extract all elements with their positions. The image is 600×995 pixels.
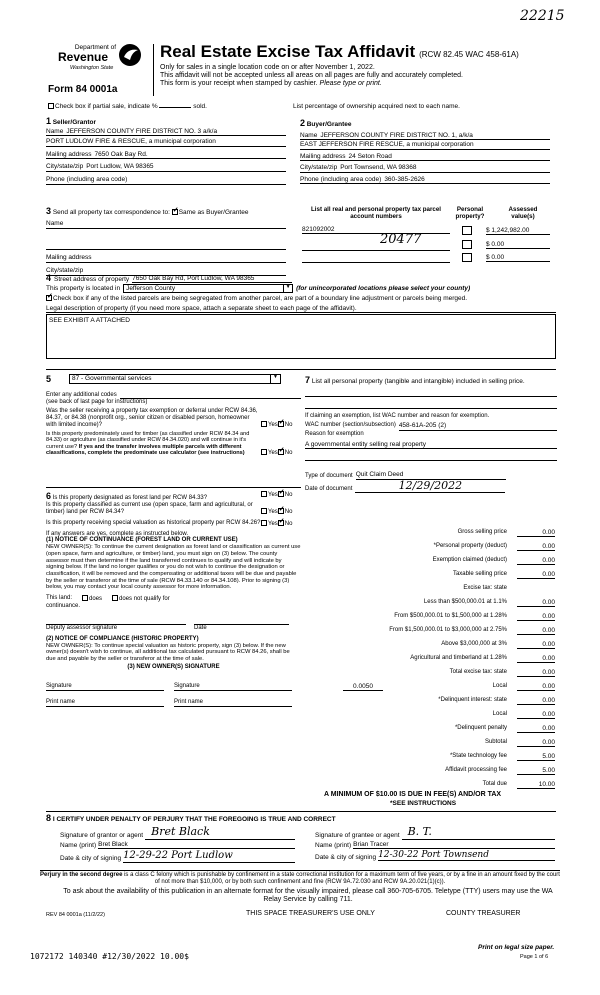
- form-rcw: (RCW 82.45 WAC 458-61A): [419, 50, 519, 59]
- calc-label: Excise tax: state: [463, 585, 507, 591]
- calc-label: Taxable selling price: [452, 571, 507, 577]
- doc-date-label: Date of document: [305, 486, 353, 493]
- deputy-date-label: Date: [194, 624, 207, 631]
- buyer-city-label: City/state/zip: [300, 164, 338, 172]
- personal-property-header: Personal property?: [455, 206, 485, 221]
- partial-sale-label: Check box if partial sale, indicate %: [55, 103, 158, 110]
- assessed-value-2[interactable]: $ 0.00: [486, 241, 550, 249]
- buyer-name2[interactable]: EAST JEFFERSON FIRE RESCUE, a municipal corporation: [300, 141, 550, 149]
- seller-city-label: City/state/zip: [46, 163, 84, 171]
- use-code-value: 87 - Governmental services: [72, 375, 152, 383]
- section3-mailing-label: Mailing address: [46, 254, 92, 262]
- print-label-2: Print name: [174, 699, 204, 706]
- calc-label: Less than $500,000.01 at 1.1%: [423, 599, 507, 605]
- if-yes-text: If any answers are yes, complete as instructed below.: [46, 530, 189, 537]
- grantor-date[interactable]: 12-29-22 Port Ludlow: [123, 850, 295, 863]
- new-owner-sig: (3) NEW OWNER(S) SIGNATURE: [127, 664, 220, 671]
- calc-value[interactable]: 0.00: [517, 641, 555, 649]
- dept-line3: Washington State: [70, 65, 114, 72]
- section6-q1: Is this property designated as forest land per RCW 84.33?: [52, 495, 208, 501]
- section8-num: 8: [46, 813, 52, 823]
- legal-paper: Print on legal size paper.: [478, 944, 555, 951]
- local-rate[interactable]: 0.0050: [343, 683, 383, 691]
- grantee-sig-label: Signature of grantee or agent: [315, 832, 400, 840]
- additional-codes-label: Enter any additional codes: [46, 392, 117, 399]
- this-land-label: This land:: [46, 594, 73, 601]
- grantee-name-label: Name (print): [315, 841, 352, 849]
- calc-value[interactable]: 0.00: [517, 557, 555, 565]
- personal-checkbox-2[interactable]: [462, 240, 472, 249]
- ownership-note: List percentage of ownership acquired next to each name.: [293, 103, 460, 110]
- street-label: Street address of property: [54, 275, 130, 283]
- page-number: Page 1 of 6: [520, 954, 549, 960]
- form-number: Form 84 0001a: [48, 84, 118, 95]
- personal-checkbox-3[interactable]: [462, 253, 472, 262]
- wac-label: WAC number (section/subsection): [305, 422, 396, 429]
- seller-heading: Seller/Grantor: [52, 119, 97, 126]
- calc-value[interactable]: 10.00: [517, 781, 555, 789]
- buyer-mailing[interactable]: 24 Seton Road: [348, 152, 392, 160]
- exempt-label: If claiming an exemption, list WAC number and reason for exemption.: [305, 413, 490, 420]
- calc-value[interactable]: 0.00: [517, 711, 555, 719]
- treasurer-use: THIS SPACE TREASURER'S USE ONLY: [246, 910, 375, 917]
- calc-value[interactable]: 0.00: [517, 683, 555, 691]
- calc-value[interactable]: 0.00: [517, 627, 555, 635]
- exemption-reason[interactable]: A governmental entity selling real property: [305, 441, 557, 449]
- personal-checkbox-1[interactable]: [462, 226, 472, 235]
- assessed-header: Assessed value(s): [508, 206, 538, 221]
- section6-q3: Is this property receiving special valuation as historical property per RCW 84.26?: [46, 519, 261, 526]
- section5-q2b: If yes and the transfer involves multiple parcels with different classifications, complete the predominate use calculator (see instructions): [46, 443, 245, 457]
- legal-label: Legal description of property (if you need more space, attach a separate sheet to each page of the affidavit).: [46, 305, 556, 313]
- calc-label: Affidavit processing fee: [445, 767, 507, 773]
- does-label: does: [89, 595, 103, 602]
- notice1-body: NEW OWNER(S): To continue the current designation as forest land or classification as current use (open space, farm and agriculture, or timber) land, you must sign on (3) below. The county assessor must then determine if the land transferred continues to qualify and will indicate by signing below. If the land no longer qualifies or you do not wish to continue the designation or classification, it will be removed and the compensating or additional taxes will be due and payable by the seller or transferor at the time of sale (RCW 84.33.140 or 84.34.108). Prior to signing (3) below, you may contact your local county assessor for more information.: [46, 544, 301, 591]
- forest-no[interactable]: [278, 491, 284, 497]
- seller-name1[interactable]: JEFFERSON COUNTY FIRE DISTRICT NO. 3 a/k/a: [66, 127, 218, 135]
- located-label: This property is located in: [46, 285, 121, 293]
- q2-no[interactable]: [278, 449, 284, 455]
- doc-type[interactable]: Quit Claim Deed: [356, 471, 506, 479]
- grantee-name[interactable]: Brian Tracer: [353, 841, 555, 849]
- grantor-date-label: Date & city of signing: [60, 855, 122, 863]
- sig-label-2: Signature: [174, 683, 200, 690]
- seller-mailing[interactable]: 7650 Oak Bay Rd.: [94, 150, 148, 158]
- see-instructions: *SEE INSTRUCTIONS: [390, 800, 457, 807]
- calc-label: Subtotal: [484, 739, 507, 745]
- buyer-name-label: Name: [300, 131, 318, 139]
- dor-logo-icon: [116, 42, 144, 68]
- calc-value[interactable]: 0.00: [517, 739, 555, 747]
- buyer-heading: Buyer/Grantee: [306, 121, 352, 128]
- forest-yes[interactable]: [261, 491, 267, 497]
- calc-label: Gross selling price: [457, 529, 507, 535]
- calc-label: *State technology fee: [449, 753, 507, 759]
- segregated-checkbox[interactable]: [46, 295, 52, 301]
- seller-mailing-label: Mailing address: [46, 150, 92, 158]
- section5-q2a: Is this property predominately used for timber (as classified under RCW 84.34 and 84.33) or agriculture (as classified under RCW 84.34.020) and will continue in it's current use?: [46, 430, 250, 450]
- grantor-name[interactable]: Bret Black: [98, 841, 295, 849]
- calc-label: Total excise tax: state: [449, 669, 507, 675]
- calc-label: From $500,000.01 to $1,500,000 at 1.28%: [394, 613, 507, 619]
- section3-num: 3: [46, 206, 52, 216]
- assessed-value-1[interactable]: $ 1,242,982.00: [486, 227, 550, 235]
- calc-label: From $1,500,000.01 to $3,000,000 at 2.75%: [389, 627, 507, 633]
- header-line1: Only for sales in a single location code on or after November 1, 2022.: [160, 63, 375, 71]
- buyer-city[interactable]: Port Townsend, WA 98368: [340, 164, 417, 172]
- notice2-title: (2) NOTICE OF COMPLIANCE (HISTORIC PROPERTY): [46, 635, 199, 642]
- section5-q1: Was the seller receiving a property tax exemption or deferral under RCW 84.36, 84.37, or 84.38 (nonprofit org., senior citizen or disabled person, homeowner with limited income)?: [46, 408, 258, 428]
- calc-label: Local: [492, 683, 507, 689]
- perjury-notice: Perjury in the second degree is a class C felony which is punishable by confinement in a state correctional institution for a maximum term of five years, or by a fine in an amount fixed by the court of not more than $10,000, or by both such confinement and fine (RCW 9A.72.030 and RCW 9A.20.021(1)(c)).: [40, 872, 560, 885]
- additional-codes-input[interactable]: [120, 392, 301, 399]
- segregated-text: Check box if any of the listed parcels are being segregated from another parcel, are part of a boundary line adjustment or parcels being merged.: [53, 295, 468, 303]
- same-as-buyer-checkbox[interactable]: [172, 209, 178, 215]
- dor-logo: [58, 44, 153, 72]
- q1-yes[interactable]: [261, 421, 267, 427]
- county-select[interactable]: [123, 284, 293, 293]
- see-back: (see back of last page for instructions): [46, 399, 148, 406]
- grantor-signature[interactable]: Bret Black: [145, 826, 295, 840]
- grantee-date-label: Date & city of signing: [315, 853, 377, 861]
- section7-text: List all personal property (tangible and intangible) included in selling price.: [311, 378, 525, 385]
- dept-line2: Revenue: [58, 50, 109, 65]
- historic-yes[interactable]: [261, 520, 267, 526]
- calc-label: Exemption claimed (deduct): [432, 557, 507, 563]
- grantee-signature[interactable]: B. T.: [402, 826, 555, 840]
- availability-notice: To ask about the availability of this publication in an alternate format for the visually impaired, please call 360-705-6705. Teletype (TTY) users may use the WA Relay Service by calling 711.: [63, 888, 553, 904]
- q1-no[interactable]: [278, 421, 284, 427]
- notice2-body: NEW OWNER(S): To continue special valuation as historic property, sign (3) below. If the new owner(s) doesn't wish to continue, all additional tax calculated pursuant to RCW 84.26, shall be due and payable by the seller or transferor at the time of sale.: [46, 642, 290, 662]
- street-address[interactable]: 7650 Oak Bay Rd, Port Ludlow, WA 98365: [132, 275, 292, 283]
- section6-num: 6: [46, 491, 52, 501]
- calc-value[interactable]: 5.00: [517, 753, 555, 761]
- q2-yes[interactable]: [261, 449, 267, 455]
- calc-value[interactable]: 0.00: [517, 697, 555, 705]
- doc-type-label: Type of document: [305, 472, 353, 479]
- calc-label: *Delinquent interest: state: [438, 697, 507, 703]
- calc-value[interactable]: 0.00: [517, 655, 555, 663]
- county-value: Jefferson County: [126, 285, 176, 293]
- doc-date[interactable]: 12/29/2022: [355, 480, 505, 494]
- seller-phone-label: Phone (including area code): [46, 175, 128, 183]
- calc-label: *Personal property (deduct): [433, 543, 507, 549]
- current-use-no[interactable]: [278, 508, 284, 514]
- section3-text: Send all property tax correspondence to:: [52, 209, 170, 216]
- parcel-handwritten: 20477: [380, 232, 422, 247]
- use-code-select[interactable]: [69, 374, 281, 384]
- current-use-yes[interactable]: [261, 508, 267, 514]
- section5-num: 5: [46, 374, 52, 384]
- calc-value[interactable]: 0.00: [517, 669, 555, 677]
- county-treasurer: COUNTY TREASURER: [446, 910, 521, 917]
- calc-label: Agricultural and timberland at 1.28%: [410, 655, 507, 661]
- notice1-title: (1) NOTICE OF CONTINUANCE (FOREST LAND OR CURRENT USE): [46, 537, 238, 544]
- parcel-header: List all real and personal property tax parcel account numbers: [311, 206, 441, 221]
- buyer-mailing-label: Mailing address: [300, 152, 346, 160]
- section3-name-label: Name: [46, 220, 64, 228]
- wac-number[interactable]: 458-61A-205 (2): [399, 422, 557, 430]
- buyer-phone[interactable]: 360-385-2626: [384, 175, 425, 183]
- section3-same: Same as Buyer/Grantee: [178, 209, 249, 216]
- assessed-value-3[interactable]: $ 0.00: [486, 254, 550, 262]
- continuance-label: continuance.: [46, 602, 81, 609]
- section7-num: 7: [305, 375, 311, 385]
- sig-label-1: Signature: [46, 683, 72, 690]
- calc-value[interactable]: 5.00: [517, 767, 555, 775]
- dept-line1: Department of: [74, 44, 116, 51]
- partial-sale-sold: sold.: [193, 103, 207, 110]
- seller-name-label: Name: [46, 127, 64, 135]
- deputy-label: Deputy assessor signature: [46, 624, 118, 631]
- reason-label: Reason for exemption: [305, 430, 364, 437]
- calc-value[interactable]: 0.00: [517, 529, 555, 537]
- section6-q2: Is this property classified as current use (open space, farm and agricultural, or timber) land per RCW 84.34?: [46, 501, 253, 515]
- calc-label: Local: [492, 711, 507, 717]
- calc-label: Above $3,000,000 at 3%: [441, 641, 507, 647]
- grantee-date[interactable]: 12-30-22 Port Townsend: [378, 850, 555, 861]
- calc-label: *Delinquent penalty: [454, 725, 507, 731]
- certify-text: I CERTIFY UNDER PENALTY OF PERJURY THAT THE FOREGOING IS TRUE AND CORRECT: [52, 816, 336, 823]
- buyer-phone-label: Phone (including area code): [300, 175, 382, 183]
- calc-value[interactable]: 0.00: [517, 543, 555, 551]
- calc-value[interactable]: 0.00: [517, 571, 555, 579]
- seller-name2[interactable]: PORT LUDLOW FIRE & RESCUE, a municipal corporation: [46, 138, 286, 146]
- calc-value[interactable]: 0.00: [517, 599, 555, 607]
- partial-sale-checkbox[interactable]: [48, 103, 54, 109]
- print-label-1: Print name: [46, 699, 76, 706]
- chevron-down-icon: ▼: [270, 375, 280, 383]
- header-line3: This form is your receipt when stamped by cashier.: [160, 79, 318, 87]
- legal-description[interactable]: [46, 314, 556, 359]
- calc-value[interactable]: 0.00: [517, 725, 555, 733]
- parcel-1[interactable]: 821092002: [302, 226, 450, 234]
- does-checkbox[interactable]: [82, 595, 88, 601]
- does-not-label: does not qualify for: [119, 595, 170, 602]
- located-note: (for unincorporated locations please select your county): [296, 285, 471, 293]
- seller-city[interactable]: Port Ludlow, WA 98365: [86, 163, 154, 171]
- buyer-num: 2: [300, 118, 306, 128]
- section4-num: 4: [46, 273, 52, 283]
- chevron-down-icon: ▼: [283, 285, 292, 292]
- grantor-sig-label: Signature of grantor or agent: [60, 832, 144, 840]
- rev-number: REV 84 0001a (11/2/22): [46, 912, 105, 918]
- buyer-name1[interactable]: JEFFERSON COUNTY FIRE DISTRICT NO. 1, a/k/a: [320, 131, 473, 139]
- header-line2: This affidavit will not be accepted unless all areas on all pages are fully and accurately completed.: [160, 71, 463, 79]
- calc-value[interactable]: 0.00: [517, 613, 555, 621]
- minimum-due: A MINIMUM OF $10.00 IS DUE IN FEE(S) AND/OR TAX: [324, 791, 502, 798]
- form-title: Real Estate Excise Tax Affidavit: [160, 42, 416, 61]
- legal-text: SEE EXHIBIT A ATTACHED: [49, 317, 130, 325]
- grantor-name-label: Name (print): [60, 841, 97, 849]
- does-not-checkbox[interactable]: [112, 595, 118, 601]
- calc-label: Total due: [482, 781, 507, 787]
- seller-num: 1: [46, 116, 52, 126]
- corner-number: 22215: [520, 8, 565, 24]
- historic-no[interactable]: [278, 520, 284, 526]
- recording-stamp: 1072172 140340 #12/30/2022 10.00$: [30, 952, 189, 961]
- header-line3-italic: Please type or print.: [319, 79, 382, 87]
- section3-city-label: City/state/zip: [46, 267, 84, 275]
